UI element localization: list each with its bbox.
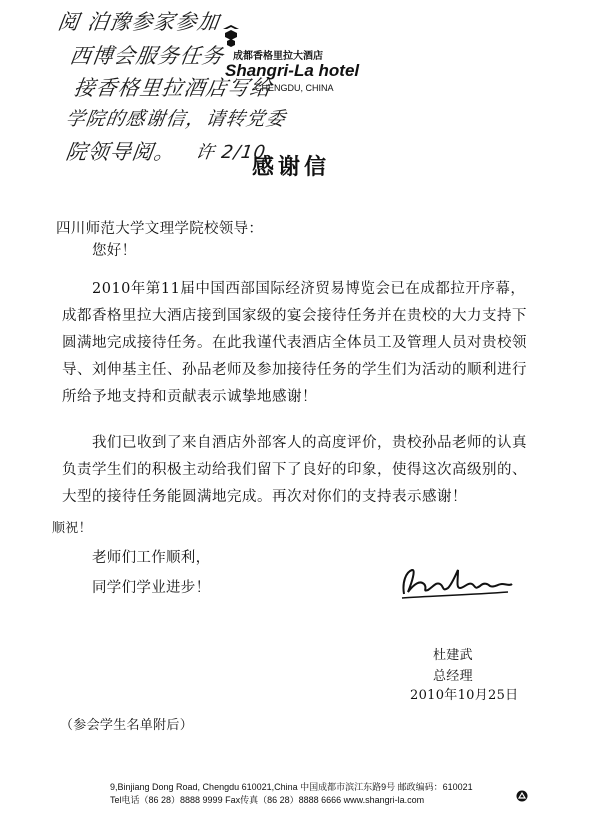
handwritten-note-line-4: 学院的感谢信，请转党委 bbox=[64, 108, 288, 130]
general-manager-signature bbox=[398, 562, 516, 604]
letter-date: 2010年10月25日 bbox=[410, 688, 519, 703]
salutation: 四川师范大学文理学院校领导： bbox=[56, 221, 264, 237]
greeting: 您好！ bbox=[92, 243, 137, 259]
wish-line-2: 同学们学业进步！ bbox=[92, 580, 211, 596]
handwritten-note-line-1: 阅 泊豫参家参加 bbox=[56, 10, 222, 34]
shangri-la-logo-icon bbox=[221, 25, 241, 47]
recycle-mark-icon bbox=[516, 790, 528, 802]
letter-title: 感谢信 bbox=[252, 155, 331, 180]
handwritten-note-line-3: 接香格里拉酒店写给 bbox=[72, 76, 274, 100]
attachment-note: （参会学生名单附后） bbox=[60, 718, 194, 733]
footer-contact: Tel电话（86 28）8888 9999 Fax传真（86 28）8888 6666 www.shangri-la.com bbox=[110, 795, 425, 805]
body-paragraph-2: 我们已收到了来自酒店外部客人的高度评价，贵校孙品老师的认真负责学生们的积极主动给我们留下了良好的印象，使得这次高级别的、大型的接待任务能圆满地完成。再次对你们的支持表示感谢！ bbox=[62, 435, 527, 505]
hotel-english-name: Shangri-La hotel bbox=[225, 61, 360, 80]
signer-title: 总经理 bbox=[433, 669, 473, 684]
footer-address: 9,Binjiang Dong Road, Chengdu 610021,China 中国成都市滨江东路9号 邮政编码：610021 bbox=[110, 782, 473, 792]
handwritten-note-line-5: 院领导阅。 bbox=[64, 140, 178, 164]
body-paragraph-1: 2010年第11届中国西部国际经济贸易博览会已在成都拉开序幕，成都香格里拉大酒店接到国家级的宴会接待任务并在贵校的大力支持下圆满地完成接待任务。在此我谨代表酒店全体员工及管理人员对贵校领导、刘伸基主任、孙品老师及参加接待任务的学生们为活动的顺利进行所给予地支持和贡献表示诚挚地感谢！ bbox=[62, 281, 527, 405]
hotel-chinese-name: 成都香格里拉大酒店 bbox=[233, 51, 323, 62]
closing: 顺祝！ bbox=[52, 521, 92, 536]
hotel-city: CHENGDU, CHINA bbox=[255, 83, 334, 93]
handwritten-note-signature: 许 2/10 bbox=[194, 142, 268, 163]
signer-name: 杜建武 bbox=[433, 648, 473, 663]
handwritten-note-line-2: 西博会服务任务 bbox=[68, 44, 226, 68]
wish-line-1: 老师们工作顺利， bbox=[92, 550, 211, 566]
